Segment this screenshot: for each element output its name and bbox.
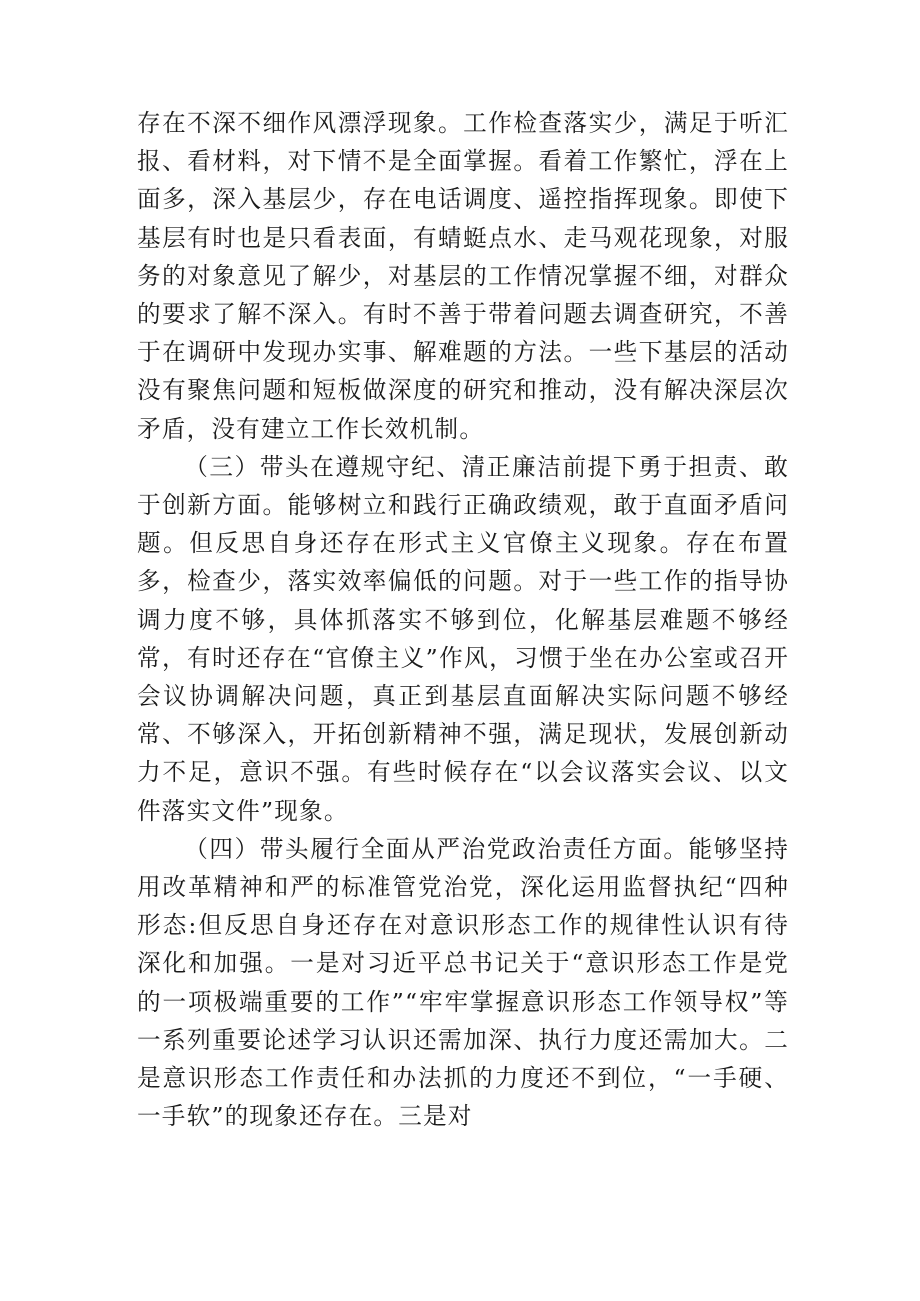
document-body: [137, 104, 789, 1135]
paragraph-section-three: （三）带头在遵规守纪、清正廉洁前提下勇于担责、敢于创新方面。能够树立和践行正确政绩观，敢于直面矛盾问题。但反思自身还存在形式主义官僚主义现象。存在布置多，检查少，落实效率偏低的问题。对于一些工作的指导协调力度不够，具体抓落实不够到位，化解基层难题不够经常，有时还存在“官僚主义”作风，习惯于坐在办公室或召开会议协调解决问题，真正到基层直面解决实际问题不够经常、不够深入，开拓创新精神不强，满足现状，发展创新动力不足，意识不强。有些时候存在“以会议落实会议、以文件落实文件”现象。: [137, 452, 789, 825]
paragraph-work-style: 存在不深不细作风漂浮现象。工作检查落实少，满足于听汇报、看材料，对下情不是全面掌握。看着工作繁忙，浮在上面多，深入基层少，存在电话调度、遥控指挥现象。即使下基层有时也是只看表面，有蜻蜓点水、走马观花现象，对服务的对象意见了解少，对基层的工作情况掌握不细，对群众的要求了解不深入。有时不善于带着问题去调查研究，不善于在调研中发现办实事、解难题的方法。一些下基层的活动没有聚焦问题和短板做深度的研究和推动，没有解决深层次矛盾，没有建立工作长效机制。: [137, 109, 789, 443]
paragraph-section-four: （四）带头履行全面从严治党政治责任方面。能够坚持用改革精神和严的标准管党治党，深化运用监督执纪“四种形态:但反思自身还存在对意识形态工作的规律性认识有待深化和加强。一是对习近平总书记关于“意识形态工作是党的一项极端重要的工作”“牢牢掌握意识形态工作领导权”等一系列重要论述学习认识还需加深、执行力度还需加大。二是意识形态工作责任和办法抓的力度还不到位，“一手硬、一手软”的现象还存在。三是对: [137, 834, 789, 1131]
